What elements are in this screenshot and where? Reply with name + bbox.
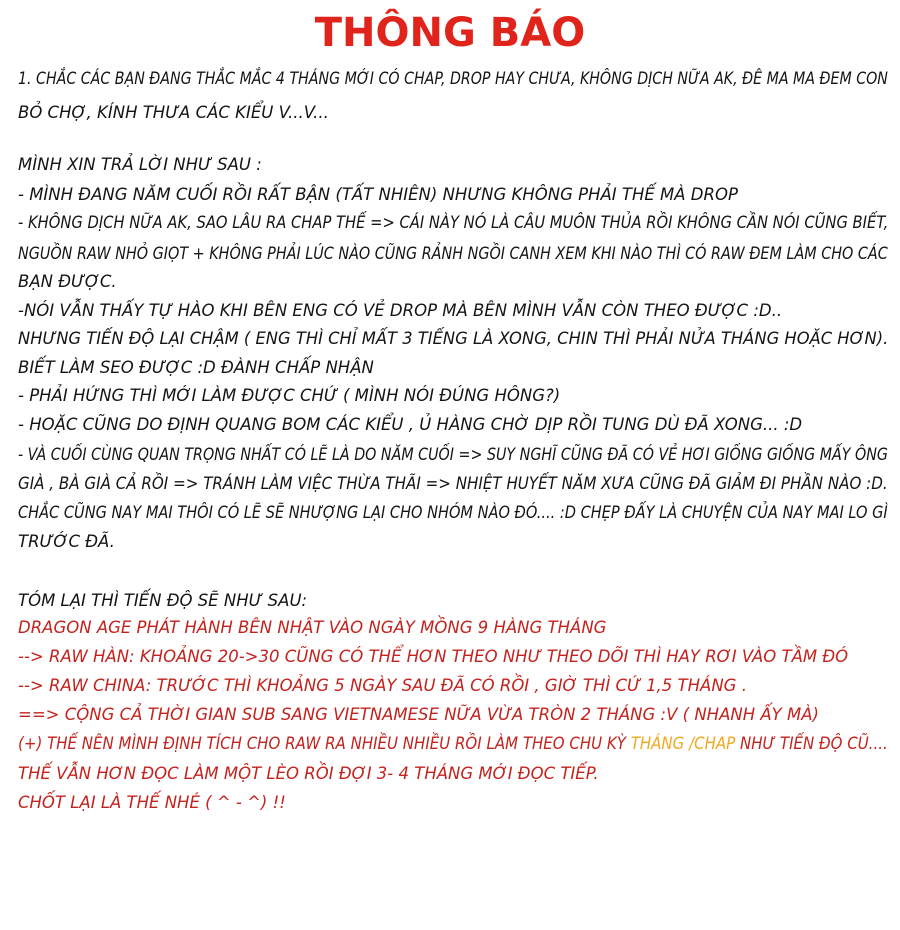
body-line: - VÀ CUỐI CÙNG QUAN TRỌNG NHẤT CÓ LẼ LÀ DO NĂM CUỐI => SUY NGHĨ CŨNG ĐÃ CÓ VẺ HƠI GIỐNG GIỐNG MẤY ÔNG	[18, 445, 888, 464]
body-line: MÌNH XIN TRẢ LỜI NHƯ SAU :	[18, 155, 262, 174]
summary-line: ==> CỘNG CẢ THỜI GIAN SUB SANG VIETNAMESE NỮA VỪA TRÒN 2 THÁNG :V ( NHANH ẤY MÀ)	[18, 705, 819, 724]
summary-line: DRAGON AGE PHÁT HÀNH BÊN NHẬT VÀO NGÀY MỒNG 9 HÀNG THÁNG	[18, 618, 607, 637]
body-line: NGUỒN RAW NHỎ GIỌT + KHÔNG PHẢI LÚC NÀO CŨNG RẢNH NGỒI CANH XEM KHI NÀO THÌ CÓ RAW ĐEM LÀM CHO CÁC	[18, 244, 888, 263]
summary-line	[18, 731, 888, 757]
body-line: - PHẢI HỨNG THÌ MỚI LÀM ĐƯỢC CHỨ ( MÌNH NÓI ĐÚNG HÔNG?)	[18, 386, 561, 405]
summary-text: NHƯ TIẾN ĐỘ CŨ....	[735, 734, 888, 753]
body-line: - HOẶC CŨNG DO ĐỊNH QUANG BOM CÁC KIỂU , Ủ HÀNG CHỜ DỊP RỒI TUNG DÙ ĐÃ XONG... :D	[18, 415, 803, 434]
summary-line: CHỐT LẠI LÀ THẾ NHÉ ( ^ - ^) !!	[18, 793, 286, 812]
summary-line: --> RAW HÀN: KHOẢNG 20->30 CŨNG CÓ THỂ HƠN THEO NHƯ THEO DÕI THÌ HAY RƠI VÀO TẦM ĐÓ	[18, 647, 849, 666]
body-line: CHẮC CŨNG NAY MAI THÔI CÓ LẼ SẼ NHƯỢNG LẠI CHO NHÓM NÀO ĐÓ.... :D CHẸP ĐẤY LÀ CHUYỆN CỦA NAY MAI LO GÌ	[18, 503, 888, 522]
body-line: 1. CHẮC CÁC BẠN ĐANG THẮC MẮC 4 THÁNG MỚI CÓ CHAP, DROP HAY CHƯA, KHÔNG DỊCH NỮA AK, ĐÊ MA MA ĐEM CON	[18, 69, 888, 88]
body-line: -NÓI VẪN THẤY TỰ HÀO KHI BÊN ENG CÓ VẺ DROP MÀ BÊN MÌNH VẪN CÒN THEO ĐƯỢC :D..	[18, 301, 783, 320]
body-line: NHƯNG TIẾN ĐỘ LẠI CHẬM ( ENG THÌ CHỈ MẤT 3 TIẾNG LÀ XONG, CHIN THÌ PHẢI NỬA THÁNG HOẶC HƠN).	[18, 329, 889, 348]
summary-text: (+) THẾ NÊN MÌNH ĐỊNH TÍCH CHO RAW RA NHIỀU NHIỀU RỒI LÀM THEO CHU KỲ	[18, 734, 631, 753]
body-line: TRƯỚC ĐÃ.	[18, 532, 115, 551]
summary-line: THẾ VẪN HƠN ĐỌC LÀM MỘT LÈO RỒI ĐỢI 3- 4 THÁNG MỚI ĐỌC TIẾP.	[18, 764, 599, 783]
body-line: - KHÔNG DỊCH NỮA AK, SAO LÂU RA CHAP THẾ => CÁI NÀY NÓ LÀ CÂU MUÔN THỦA RỒI KHÔNG CẦN NÓI CŨNG BIẾT,	[18, 213, 889, 232]
notice-title: THÔNG BÁO	[314, 10, 586, 56]
body-line: BỎ CHỢ, KÍNH THƯA CÁC KIỂU V...V...	[18, 103, 329, 122]
summary-line: --> RAW CHINA: TRƯỚC THÌ KHOẢNG 5 NGÀY SAU ĐÃ CÓ RỒI , GIỜ THÌ CỨ 1,5 THÁNG .	[18, 676, 747, 695]
body-line: GIÀ , BÀ GIÀ CẢ RỒI => TRÁNH LÀM VIỆC THỪA THÃI => NHIỆT HUYẾT NĂM XƯA CŨNG ĐÃ GIẢM ĐI PHẦN NÀO :D.	[18, 474, 888, 493]
summary-heading: TÓM LẠI THÌ TIẾN ĐỘ SẼ NHƯ SAU:	[18, 591, 308, 610]
body-line: BẠN ĐƯỢC.	[18, 272, 117, 291]
body-line: - MÌNH ĐANG NĂM CUỐI RỒI RẤT BẬN (TẤT NHIÊN) NHƯNG KHÔNG PHẢI THẾ MÀ DROP	[18, 185, 738, 204]
highlight-text: THÁNG /CHAP	[630, 734, 736, 753]
body-line: BIẾT LÀM SEO ĐƯỢC :D ĐÀNH CHẤP NHẬN	[18, 358, 374, 377]
